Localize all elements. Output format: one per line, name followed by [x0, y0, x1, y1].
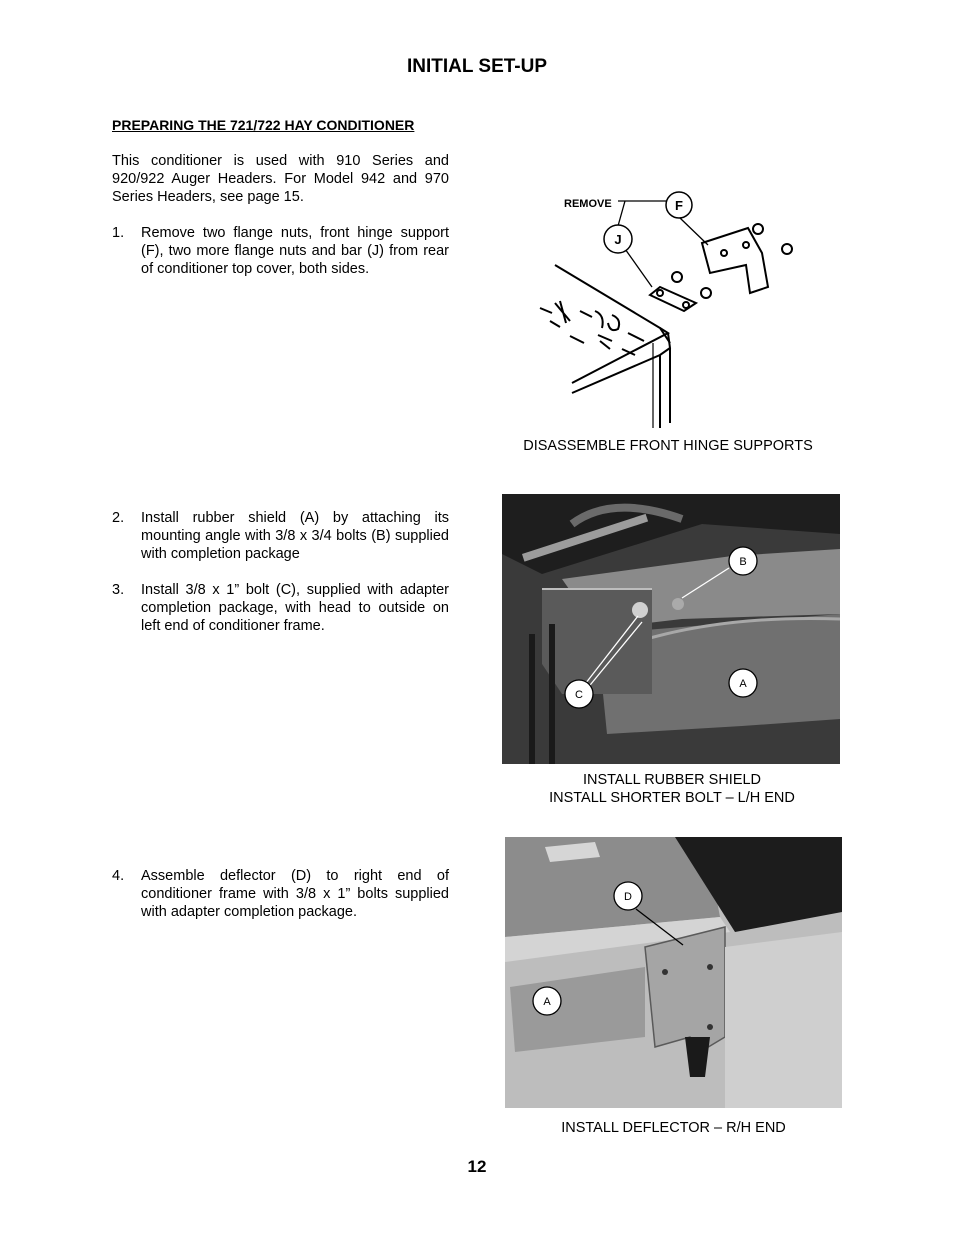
callout-c-label: C — [575, 689, 583, 701]
figure-2-caption-line-2: INSTALL SHORTER BOLT – L/H END — [549, 790, 795, 806]
bar-j-part — [650, 287, 696, 311]
bolt-c-head — [632, 602, 648, 618]
step-1 — [112, 224, 449, 278]
deflector-photo — [505, 837, 842, 1108]
step-number: 3. — [112, 582, 125, 598]
step-number: 1. — [112, 225, 125, 241]
hinge-support-f-part — [702, 228, 768, 293]
step-4 — [112, 867, 449, 921]
step-number: 4. — [112, 868, 125, 884]
callout-d-label: D — [624, 891, 632, 903]
figure-2-caption-line-1: INSTALL RUBBER SHIELD — [582, 772, 762, 788]
figure-2-caption — [502, 771, 842, 807]
figure-1-caption: DISASSEMBLE FRONT HINGE SUPPORTS — [523, 438, 813, 454]
step-text: Install 3/8 x 1” bolt (C), supplied with adapter completion package, with head to outside on left end of conditioner frame. — [141, 582, 449, 634]
callout-b-label: B — [739, 556, 747, 568]
intro-paragraph: This conditioner is used with 910 Series and 920/922 Auger Headers. For Model 942 and 970 Series Headers, see page 15. — [112, 153, 449, 205]
figure-3-caption: INSTALL DEFLECTOR – R/H END — [561, 1120, 786, 1136]
hinge-support-diagram — [510, 183, 820, 433]
step-text: Install rubber shield (A) by attaching its mounting angle with 3/8 x 3/4 bolts (B) supplied with completion package — [141, 510, 449, 562]
deflector-bolt — [662, 969, 668, 975]
rubber-shield-photo — [502, 494, 840, 764]
page-title: INITIAL SET-UP — [406, 56, 548, 77]
page-number: 12 — [467, 1157, 487, 1176]
deflector-bolt — [707, 964, 713, 970]
step-3 — [112, 581, 449, 635]
remove-label: REMOVE — [564, 198, 612, 210]
step-text: Remove two flange nuts, front hinge support (F), two more flange nuts and bar (J) from rear of conditioner top cover, both sides. — [141, 225, 449, 277]
step-2 — [112, 509, 449, 563]
deflector-plate — [645, 927, 725, 1052]
callout-a-label: A — [543, 996, 551, 1008]
ground-area — [725, 932, 842, 1108]
callout-f-label: F — [675, 198, 683, 213]
conditioner-cover-drawing — [540, 265, 670, 428]
step-text: Assemble deflector (D) to right end of conditioner frame with 3/8 x 1” bolts supplied with adapter completion package. — [141, 868, 449, 920]
bolt-b-head — [672, 598, 684, 610]
section-heading: PREPARING THE 721/722 HAY CONDITIONER — [112, 117, 415, 133]
deflector-bolt — [707, 1024, 713, 1030]
callout-j-label: J — [614, 232, 622, 247]
step-number: 2. — [112, 510, 125, 526]
callout-a-label: A — [739, 678, 747, 690]
